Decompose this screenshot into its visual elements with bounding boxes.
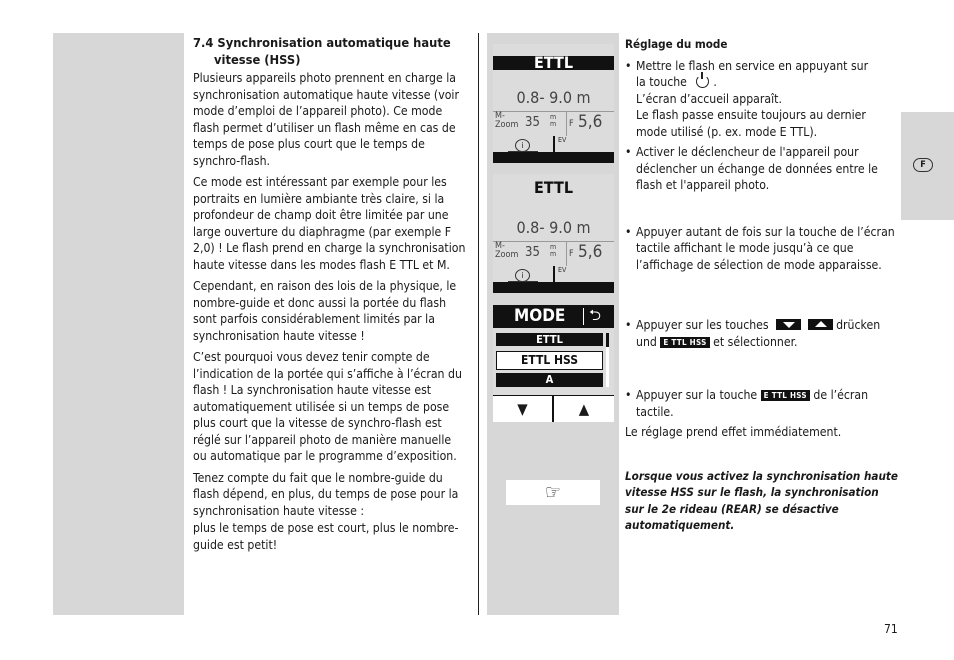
- ettl-hss-key-icon: E TTL HSS: [761, 390, 810, 401]
- info-key[interactable]: [493, 136, 553, 152]
- flash-display-home: [493, 44, 614, 163]
- soft-key-row: [493, 136, 614, 163]
- power-icon: [696, 75, 709, 88]
- pointing-hand-icon: ☞: [544, 480, 562, 504]
- scroll-down-button[interactable]: ▼: [493, 396, 552, 422]
- ev-key[interactable]: EV: [555, 136, 614, 152]
- step-mode-touch: • Appuyer autant de fois sur la touche de l’écran tactile affichant le mode jusqu’à ce que l’affichage de sélection de mode apparaisse.: [625, 224, 900, 274]
- menu-header: MODE ⮌: [493, 305, 614, 328]
- range-readout: 0.8- 9.0 m: [516, 218, 591, 237]
- paragraph: plus le temps de pose est court, plus le nombre-guide est petit!: [193, 521, 459, 552]
- ev-key[interactable]: EV: [555, 266, 614, 282]
- zoom-row: M- Zoom 35 m m F 5,6: [493, 111, 614, 136]
- effect-text: Le réglage prend effet immédiatement.: [625, 425, 842, 439]
- range-readout: 0.8- 9.0 m: [516, 88, 591, 107]
- mode-header: ETTL: [493, 56, 614, 70]
- flash-display-mode-touch: [493, 174, 614, 293]
- paragraph: Ce mode est intéressant par exemple pour les portraits en lumière ambiante très claire, si la profondeur de champ doit être limitée par une large ouverture du diaphragme (par exemple F 2,0) ! Le flash prend en charge la synchronisation haute vitesse dans les modes flash E TTL et M.: [193, 175, 466, 272]
- step-activate-shutter: • Activer le déclencheur de l'appareil pour déclencher un échange de données entre le flash et l'appareil photo.: [625, 144, 900, 194]
- back-icon[interactable]: ⮌: [589, 306, 602, 324]
- paragraph: Tenez compte du fait que le nombre-guide du flash dépend, en plus, du temps de pose pour la synchronisation haute vitesse :: [193, 470, 459, 518]
- soft-key-row: [493, 266, 614, 293]
- paragraph: Plusieurs appareils photo prennent en charge la synchronisation automatique haute vitesse (voir mode d’emploi de l’appareil photo). Ce mode flash permet d’utiliser un flash même en cas de temps de pose plus court que le temps de synchro-flash.: [193, 71, 459, 168]
- info-icon: i: [515, 269, 530, 282]
- down-key-icon: [776, 319, 801, 330]
- subheading: Réglage du mode: [625, 37, 728, 51]
- scroll-up-button[interactable]: ▲: [554, 396, 614, 422]
- step-select-hss: • Appuyer sur les touches drücken und E TTL HSS et sélectionner.: [625, 317, 900, 350]
- info-icon: i: [515, 139, 530, 152]
- left-margin-bar: [53, 33, 184, 615]
- menu-item[interactable]: ETTL: [496, 333, 603, 346]
- paragraph: C’est pourquoi vous devez tenir compte de l’indication de la portée qui s’affiche à l’écran du flash ! La synchronisation haute vitesse est automatiquement utilisée si un temps de pose plus court que la vitesse de synchro-flash est réglé sur l’appareil photo de manière manuelle ou automatique par le programme d’exposition.: [193, 350, 462, 463]
- arrow-key-row: [493, 395, 614, 422]
- menu-item[interactable]: A: [496, 373, 603, 387]
- menu-item-selected[interactable]: ETTL HSS: [496, 351, 603, 370]
- note-hand-box: [506, 480, 600, 505]
- right-text-column: [625, 36, 900, 539]
- section-heading: 7.4 Synchronisation automatique haute vitesse (HSS): [193, 36, 451, 68]
- italic-note: Lorsque vous activez la synchronisation haute vitesse HSS sur le flash, la synchronisation sur le 2e rideau (REAR) se désactive automatiquement.: [625, 468, 898, 532]
- language-tab-badge: F: [913, 158, 933, 172]
- info-key[interactable]: [493, 266, 553, 282]
- up-key-icon: [808, 319, 833, 330]
- left-text-column: [193, 36, 468, 558]
- flash-display-mode-menu: [493, 305, 614, 422]
- paragraph: Cependant, en raison des lois de la physique, le nombre-guide et donc aussi la portée du flash sont parfois considérablement limités par la synchronisation haute vitesse !: [193, 279, 457, 343]
- step-power-on: • Mettre le flash en service en appuyant sur la touche . L’écran d’accueil apparaît. Le flash passe ensuite toujours au dernier mode utilisé (p. ex. mode E TTL).: [625, 58, 900, 141]
- column-divider: [478, 33, 479, 615]
- mode-header-inverted[interactable]: ETTL: [533, 178, 573, 197]
- page-number: 71: [884, 622, 898, 636]
- step-confirm-hss: • Appuyer sur la touche E TTL HSS de l’écran tactile.: [625, 387, 900, 420]
- scrollbar[interactable]: [606, 333, 609, 387]
- ettl-hss-key-icon: E TTL HSS: [660, 337, 709, 348]
- zoom-row: M- Zoom 35 m m F 5,6: [493, 241, 614, 266]
